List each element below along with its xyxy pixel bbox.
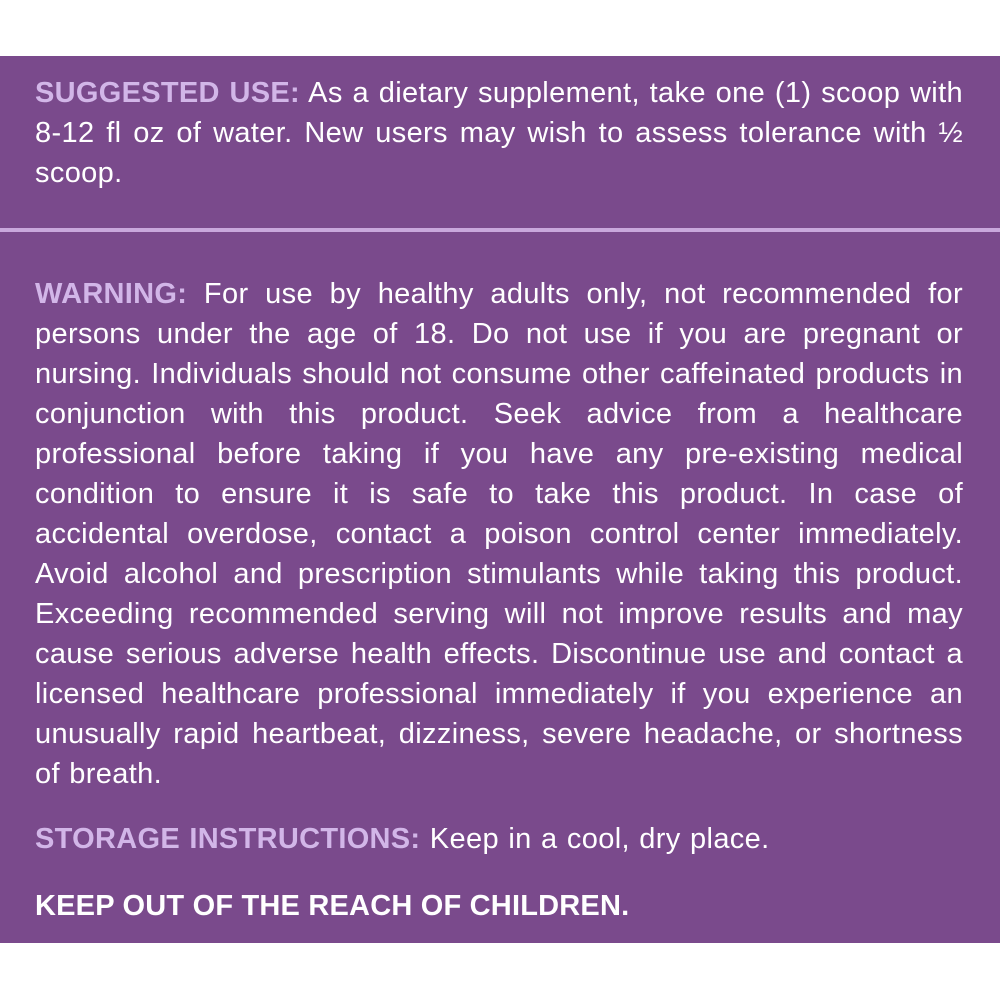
storage-section bbox=[35, 819, 963, 859]
suggested-use-label: SUGGESTED USE: bbox=[35, 77, 300, 109]
warning-section bbox=[35, 274, 963, 794]
storage-label: STORAGE INSTRUCTIONS: bbox=[35, 823, 421, 855]
suggested-use-text: As a dietary supplement, take one (1) scoop with 8-12 fl oz of water. New users may wish to assess tolerance with ½ scoop. bbox=[35, 77, 963, 189]
storage-text: Keep in a cool, dry place. bbox=[420, 823, 770, 855]
section-divider bbox=[0, 228, 1000, 232]
suggested-use-section bbox=[35, 73, 963, 193]
keep-out-notice: KEEP OUT OF THE REACH OF CHILDREN. bbox=[35, 890, 630, 922]
warning-text: For use by healthy adults only, not recommended for persons under the age of 18. Do not use if you are pregnant or nursing. Individuals should not consume other caffeinated products in conjunction with this product. Seek advice from a healthcare professional before taking if you have any pre-existing medical condition to ensure it is safe to take this product. In case of accidental overdose, contact a poison control center immediately. Avoid alcohol and prescription stimulants while taking this product. Exceeding recommended serving will not improve results and may cause serious adverse health effects. Discontinue use and contact a licensed healthcare professional immediately if you experience an unusually rapid heartbeat, dizziness, severe headache, or shortness of breath. bbox=[35, 278, 963, 790]
warning-label: WARNING: bbox=[35, 278, 188, 310]
